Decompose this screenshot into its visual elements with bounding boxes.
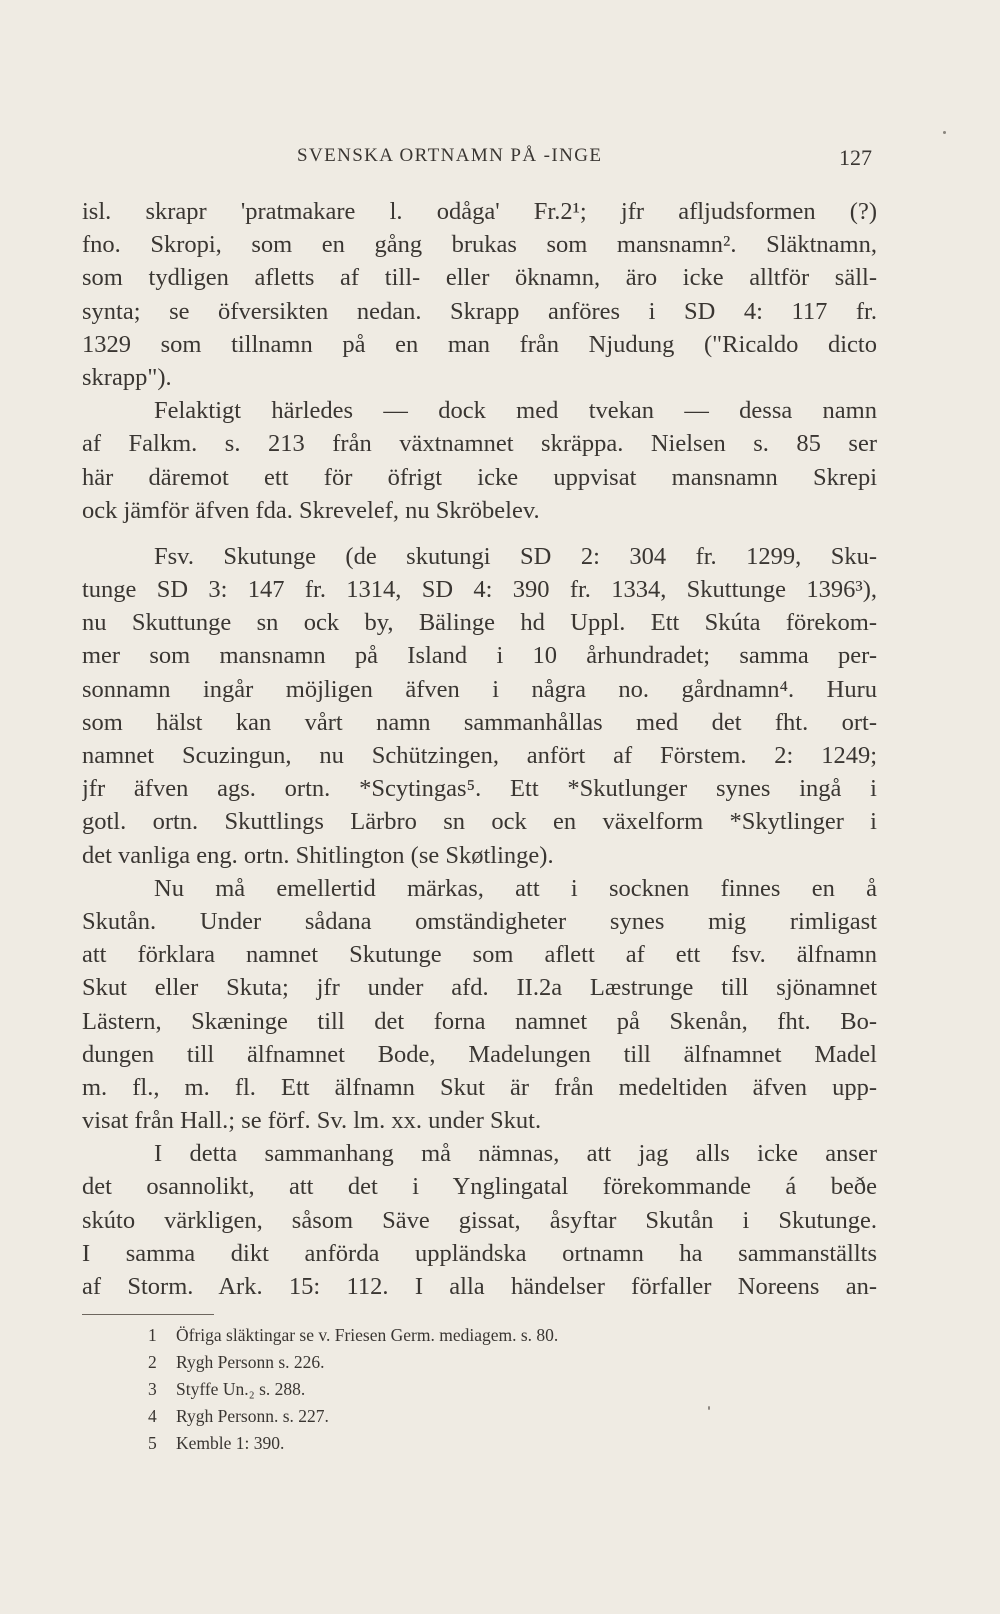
text-line: visat från Hall.; se förf. Sv. lm. xx. under Skut. <box>82 1107 542 1135</box>
text-line: här däremot ett för öfrigt icke uppvisat mansnamn Skrepi <box>82 463 877 491</box>
text-line: Skut eller Skuta; jfr under afd. II.2a Læstrunge till sjönamnet <box>82 974 877 1002</box>
text-line: gotl. ortn. Skuttlings Lärbro sn ock en växelform *Skytlinger i <box>82 808 877 836</box>
text-line: dungen till älfnamnet Bode, Madelungen till älfnamnet Madel <box>82 1040 877 1068</box>
footnote <box>148 1349 788 1376</box>
footnote-text: Rygh Personn s. 226. <box>176 1352 325 1372</box>
text-line: 1329 som tillnamn på en man från Njudung ("Ricaldo dicto <box>82 330 877 358</box>
text-line: att förklara namnet Skutunge som aflett af ett fsv. älfnamn <box>82 941 877 969</box>
text-line: Skutån. Under sådana omständigheter synes mig rimligast <box>82 907 877 935</box>
text-line: af Falkm. s. 213 från växtnamnet skräppa. Nielsen s. 85 ser <box>82 430 877 458</box>
page-number: 127 <box>839 145 872 170</box>
footnote <box>148 1403 788 1430</box>
footnote-text: Rygh Personn. s. 227. <box>176 1406 329 1426</box>
text-line: af Storm. Ark. 15: 112. I alla händelser förfaller Noreens an- <box>82 1273 877 1300</box>
text-line: nu Skuttunge sn ock by, Bälinge hd Uppl. Ett Skúta förekom- <box>82 609 877 637</box>
footnote-number: 4 <box>148 1406 157 1426</box>
text-line: namnet Scuzingun, nu Schützingen, anfört af Förstem. 2: 1249; <box>82 742 877 769</box>
footnote-text: Styffe Un.₂ s. 288. <box>176 1379 306 1399</box>
text-line: synta; se öfversikten nedan. Skrapp anföres i SD 4: 117 fr. <box>82 297 877 325</box>
text-line: det vanliga eng. ortn. Shitlington (se Skøtlinge). <box>82 841 554 869</box>
text-line: sonnamn ingår möjligen äfven i några no. gårdnamn⁴. Huru <box>82 675 877 703</box>
text-line: skrapp"). <box>82 363 172 391</box>
text-line: som tydligen afletts af till- eller öknamn, äro icke alltför säll- <box>82 264 877 292</box>
text-line: Lästern, Skæninge till det forna namnet på Skenån, fht. Bo- <box>82 1007 877 1035</box>
footnote-number: 3 <box>148 1379 157 1399</box>
text-line: isl. skrapr 'pratmakare l. odåga' Fr.2¹; jfr afljudsformen (?) <box>82 198 877 225</box>
text-line: jfr äfven ags. ortn. *Scytingas⁵. Ett *Skutlunger synes ingå i <box>82 775 877 803</box>
text-line: som hälst kan vårt namn sammanhållas med det fht. ort- <box>82 708 877 736</box>
footnote-rule <box>82 1314 214 1315</box>
text-line: Fsv. Skutunge (de skutungi SD 2: 304 fr. 1299, Sku- <box>154 542 877 570</box>
paper-speck <box>943 131 946 134</box>
running-head: SVENSKA ORTNAMN PÅ -INGE <box>297 145 603 166</box>
footnote-text: Kemble 1: 390. <box>176 1433 285 1453</box>
text-line: I detta sammanhang må nämnas, att jag alls icke anser <box>154 1140 877 1168</box>
page-header <box>82 145 872 179</box>
text-line: tunge SD 3: 147 fr. 1314, SD 4: 390 fr. 1334, Skuttunge 1396³), <box>82 576 877 604</box>
footnote <box>148 1376 788 1403</box>
text-line: fno. Skropi, som en gång brukas som mansnamn². Släktnamn, <box>82 231 877 259</box>
text-line: mer som mansnamn på Island i 10 århundradet; samma per- <box>82 642 877 670</box>
footnote-number: 2 <box>148 1352 157 1372</box>
footnote-number: 5 <box>148 1433 157 1453</box>
text-line: I samma dikt anförda uppländska ortnamn ha sammanställts <box>82 1239 877 1267</box>
text-line: skúto värkligen, såsom Säve gissat, åsyftar Skutån i Skutunge. <box>82 1206 877 1234</box>
text-line: Felaktigt härledes — dock med tvekan — dessa namn <box>154 397 877 425</box>
footnote <box>148 1322 788 1349</box>
footnote-text: Öfriga släktingar se v. Friesen Germ. mediagem. s. 80. <box>176 1325 559 1345</box>
paper-speck <box>708 1406 710 1410</box>
text-line: det osannolikt, att det i Ynglingatal förekommande á beðe <box>82 1173 877 1201</box>
footnote-number: 1 <box>148 1325 157 1345</box>
body-text <box>82 195 877 1303</box>
footnotes <box>148 1322 788 1457</box>
footnote <box>148 1430 788 1457</box>
text-line: Nu må emellertid märkas, att i socknen finnes en å <box>154 874 877 902</box>
text-line: m. fl., m. fl. Ett älfnamn Skut är från medeltiden äfven upp- <box>82 1073 877 1101</box>
text-line: ock jämför äfven fda. Skrevelef, nu Skröbelev. <box>82 496 540 524</box>
